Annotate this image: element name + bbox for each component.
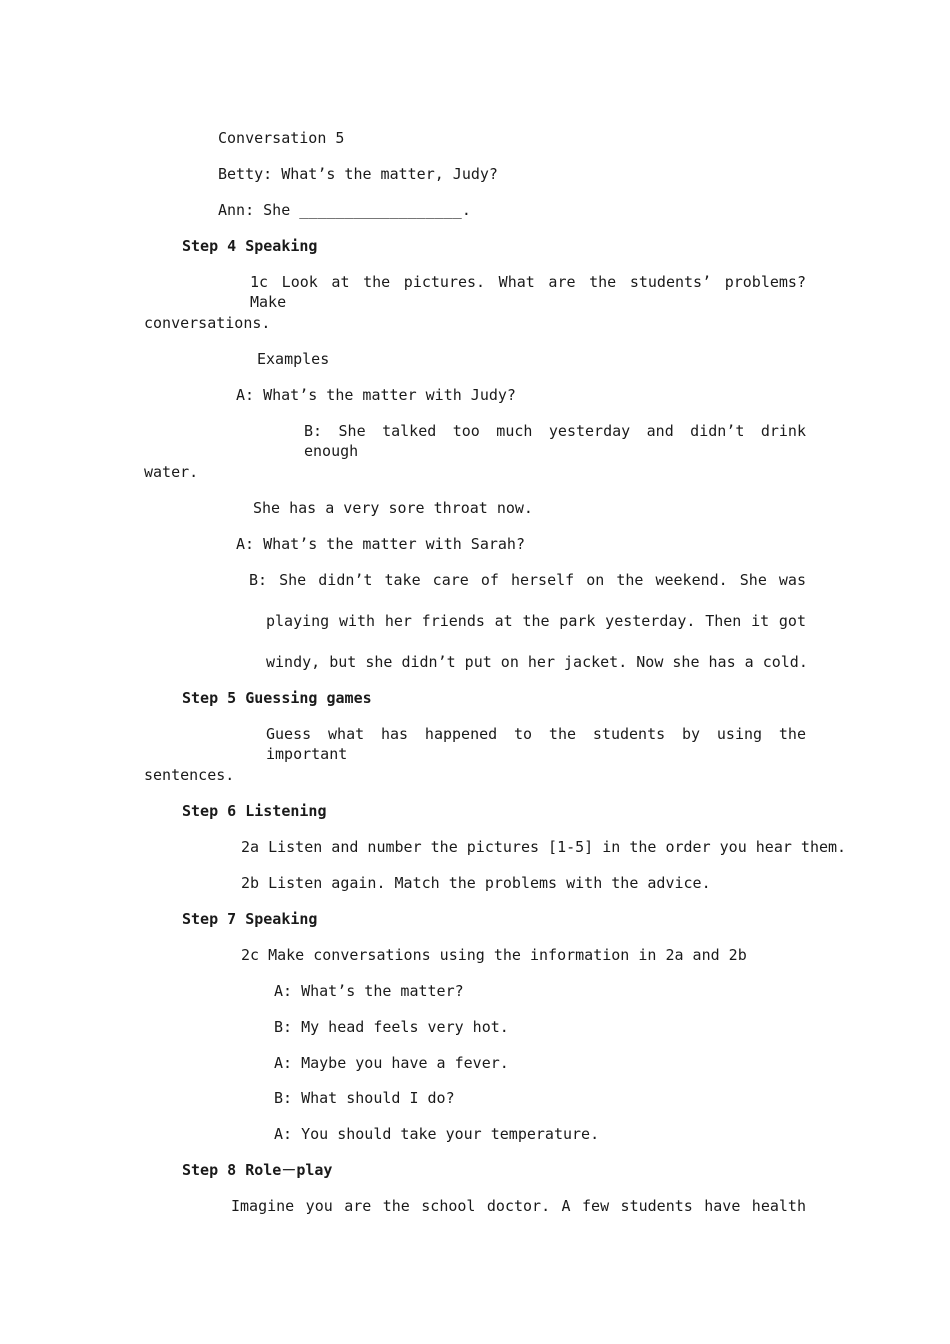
dialogue-line: A: What’s the matter?: [274, 982, 464, 1000]
step-heading: Step 4 Speaking: [182, 237, 318, 255]
example-line: A: What’s the matter with Judy?: [236, 386, 516, 404]
instruction-line: 2c Make conversations using the information in 2a and 2b: [241, 946, 747, 964]
example-line: playing with her friends at the park yesterday. Then it got: [266, 612, 806, 630]
dialogue-line: A: Maybe you have a fever.: [274, 1054, 509, 1072]
dialogue-line: A: You should take your temperature.: [274, 1125, 600, 1143]
examples-label: Examples: [257, 350, 330, 368]
step-heading: Step 7 Speaking: [182, 910, 318, 928]
instruction-line: Imagine you are the school doctor. A few students have health: [231, 1197, 806, 1215]
conversation-line: Betty: What’s the matter, Judy?: [218, 165, 498, 183]
conversation-line: Ann: She __________________.: [218, 201, 471, 219]
instruction-line: 1c Look at the pictures. What are the students’ problems? Make: [250, 273, 806, 311]
step-heading: Step 6 Listening: [182, 802, 327, 820]
dialogue-line: B: My head feels very hot.: [274, 1018, 509, 1036]
example-line: water.: [144, 463, 199, 481]
example-line: B: She talked too much yesterday and didn’t drink enough: [304, 422, 806, 460]
instruction-line: 2b Listen again. Match the problems with the advice.: [241, 874, 711, 892]
dialogue-line: B: What should I do?: [274, 1089, 455, 1107]
instruction-line: 2a Listen and number the pictures [1-5] in the order you hear them.: [241, 838, 847, 856]
instruction-line: conversations.: [144, 314, 271, 332]
step-heading: Step 5 Guessing games: [182, 689, 372, 707]
example-line: A: What’s the matter with Sarah?: [236, 535, 525, 553]
instruction-line: sentences.: [144, 766, 235, 784]
conversation-title: Conversation 5: [218, 129, 345, 147]
example-line: B: She didn’t take care of herself on the weekend. She was: [249, 571, 806, 589]
example-line: She has a very sore throat now.: [253, 499, 533, 517]
instruction-line: Guess what has happened to the students by using the important: [266, 725, 806, 763]
step-heading: Step 8 Role－play: [182, 1161, 333, 1179]
example-line: windy, but she didn’t put on her jacket. Now she has a cold.: [266, 653, 808, 671]
